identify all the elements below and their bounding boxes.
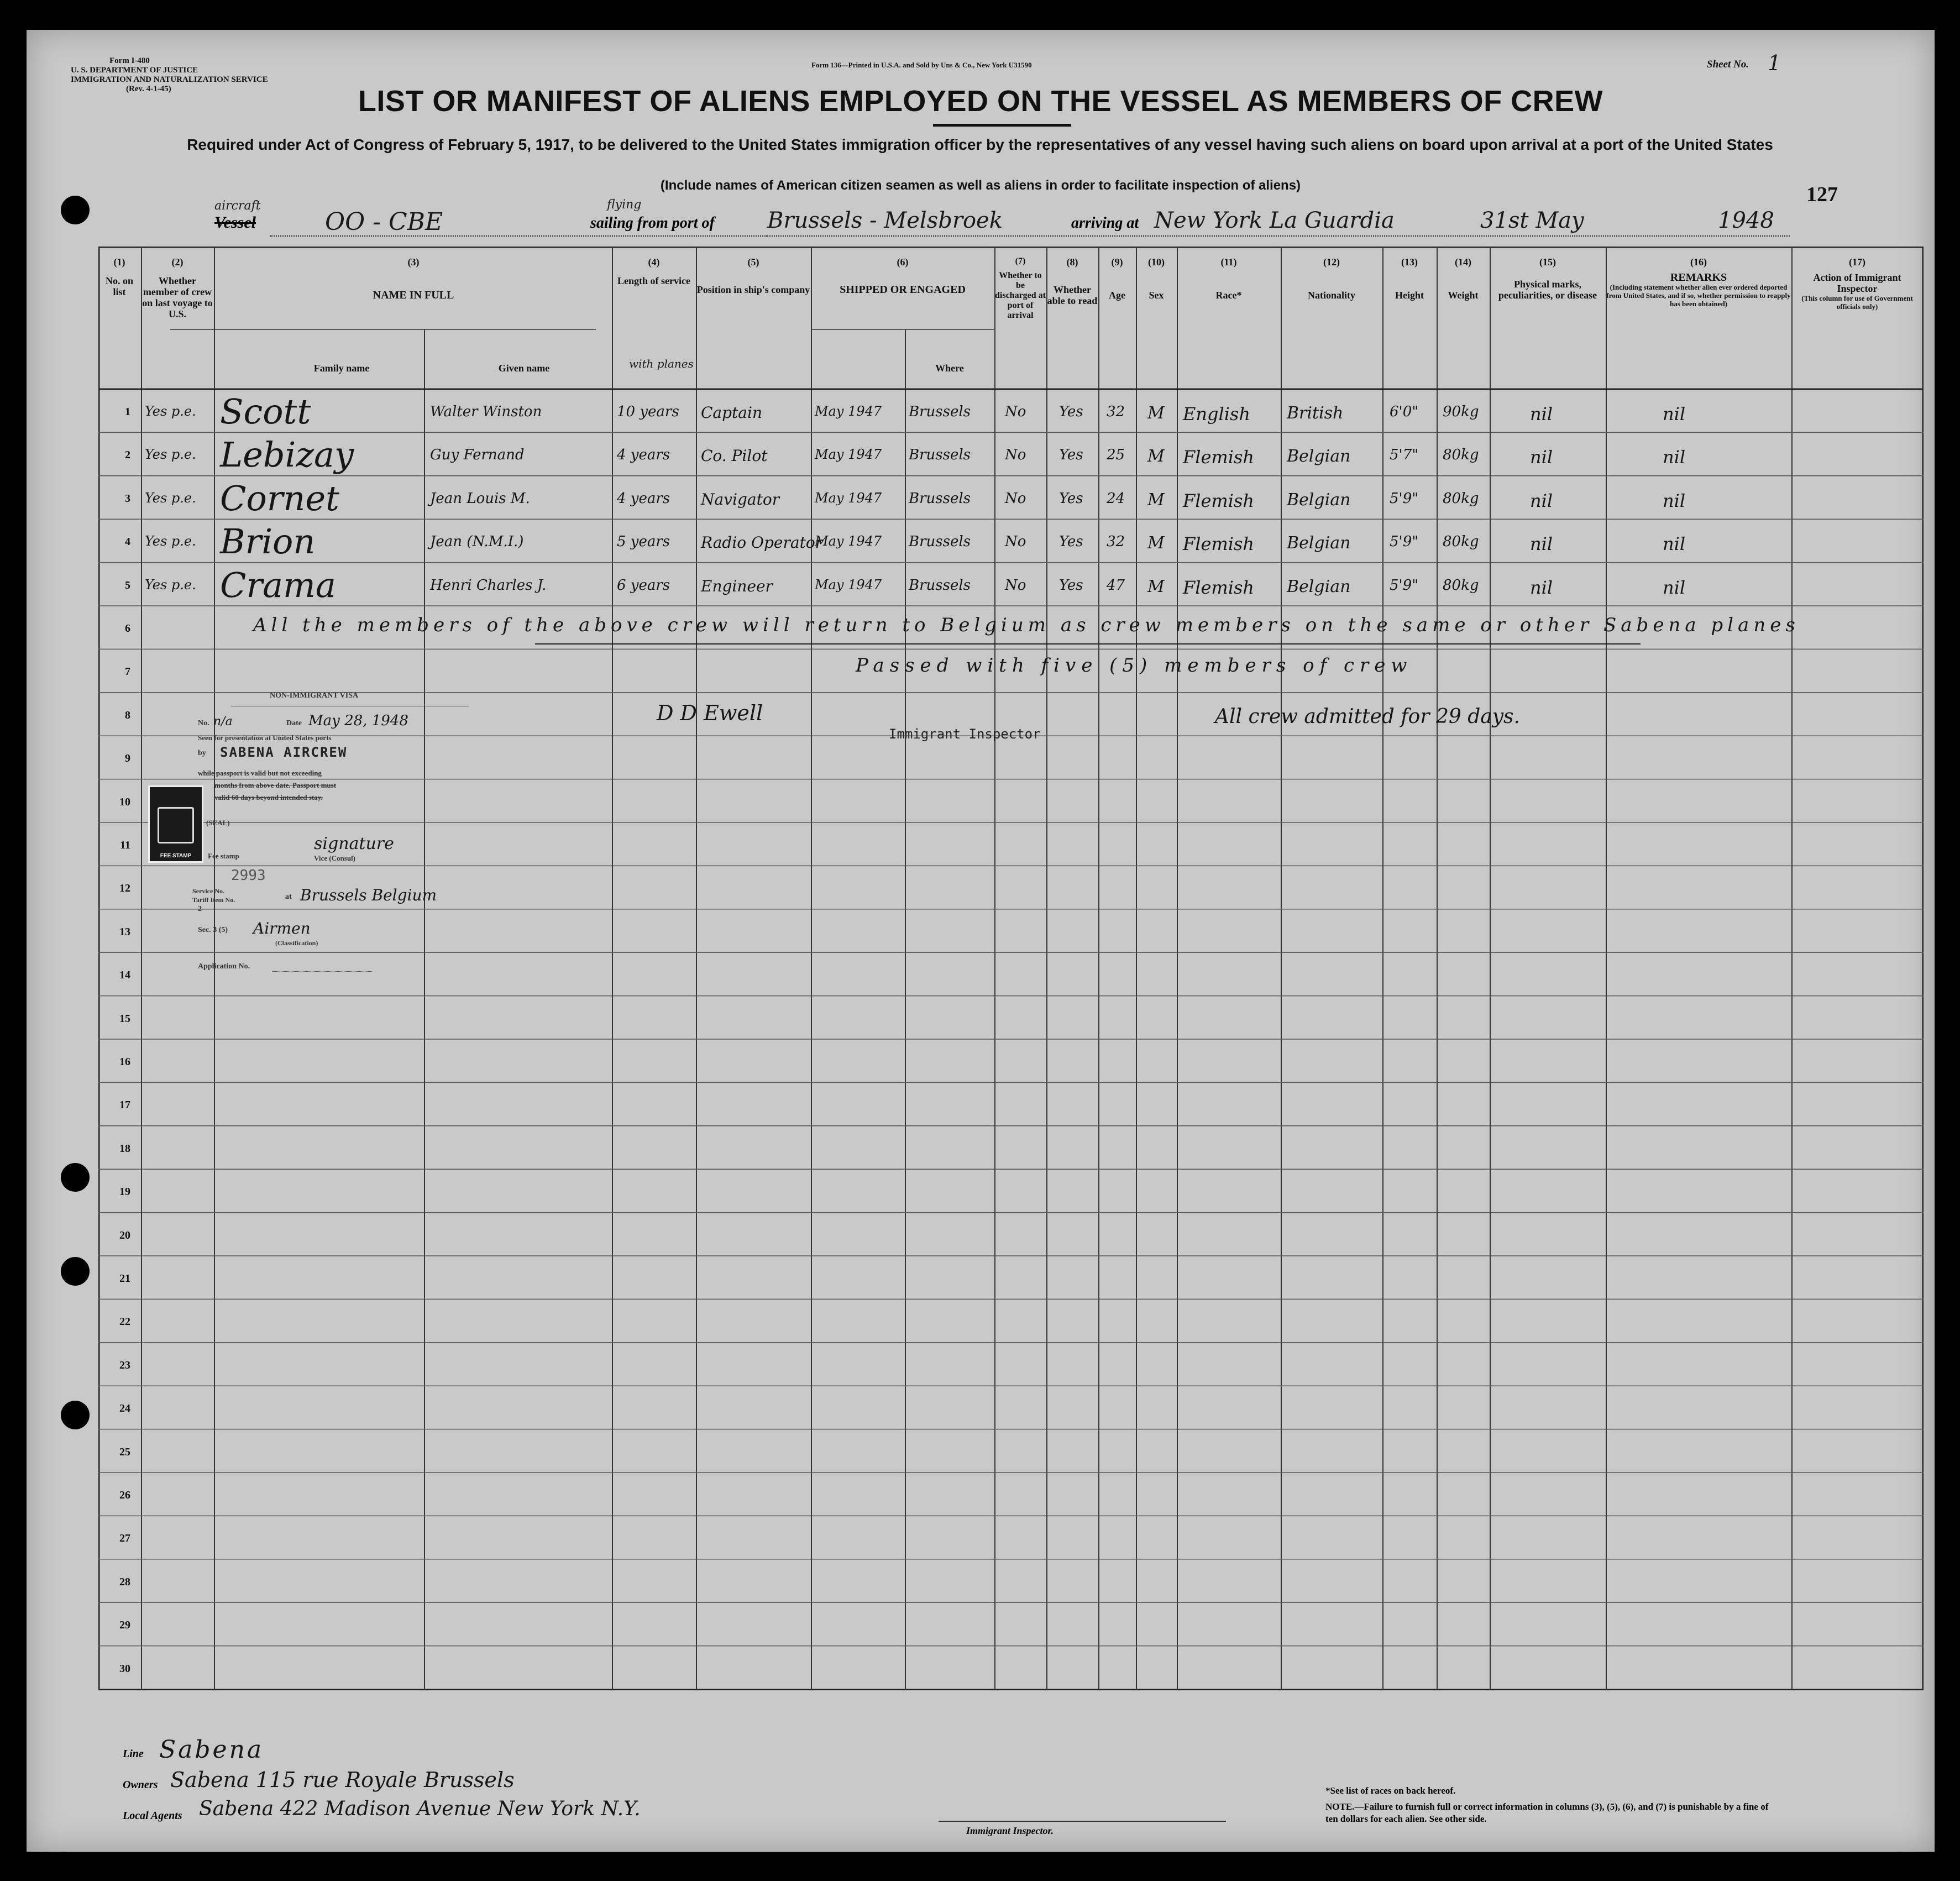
crew-table xyxy=(98,247,1924,1690)
visa-application-line xyxy=(272,971,372,972)
admitted-note: All crew admitted for 29 days. xyxy=(1215,705,1520,728)
row-number: 20 xyxy=(119,1229,130,1241)
col-label-10: Sex xyxy=(1149,290,1164,301)
tariff-label: Tariff Item No. xyxy=(192,896,235,904)
col-header-age xyxy=(1099,256,1135,301)
fee-stamp xyxy=(148,785,203,863)
row-number: 4 xyxy=(125,536,130,548)
vessel-prefix: aircraft xyxy=(214,199,261,213)
cell-age: 32 xyxy=(1107,404,1125,420)
arriving-label: arriving at xyxy=(1071,214,1139,232)
row-number: 19 xyxy=(119,1186,130,1198)
cell-weight: 80kg xyxy=(1443,490,1479,507)
col-header-race xyxy=(1177,256,1280,301)
footer-block xyxy=(76,1732,795,1843)
cell-age: 24 xyxy=(1107,490,1125,507)
visa-date-label: Date xyxy=(286,719,302,727)
cell-service: 4 years xyxy=(617,490,670,507)
cell-race: Flemish xyxy=(1183,447,1254,468)
cell-remarks: nil xyxy=(1663,533,1686,555)
cell-weight: 80kg xyxy=(1443,577,1479,594)
cell-height: 5'9" xyxy=(1390,533,1419,551)
cell-service: 5 years xyxy=(617,533,670,551)
service-name: IMMIGRATION AND NATURALIZATION SERVICE xyxy=(71,75,268,84)
passed-note: Passed with five (5) members of crew xyxy=(856,654,1413,677)
col-header-discharged xyxy=(995,256,1046,321)
remarks-note: (Including statement whether alien ever ordered deported from United States, and if so, whether permission to reapply has been obtained) xyxy=(1606,283,1791,308)
visa-at-label: at xyxy=(285,893,292,901)
col-label-2: Whether member of crew on last voyage to U.S. xyxy=(142,275,213,319)
page-title: LIST OR MANIFEST OF ALIENS EMPLOYED ON THE VESSEL AS MEMBERS OF CREW xyxy=(358,85,1603,118)
col-label-7: Whether to be discharged at port of arrival xyxy=(995,271,1046,320)
cell-sex: M xyxy=(1147,577,1165,596)
col-num-2: (2) xyxy=(171,256,184,268)
row-number: 12 xyxy=(119,882,130,895)
row-number: 1 xyxy=(125,406,130,418)
binder-hole xyxy=(61,1401,90,1429)
cell-remarks: nil xyxy=(1663,404,1686,425)
sheet-number-label: Sheet No. xyxy=(1707,59,1749,70)
visa-section-label: Sec. 3 (5) xyxy=(198,926,228,934)
cell-discharged: No xyxy=(1005,447,1026,464)
col-header-previous-voyage xyxy=(142,256,213,319)
row-number: 22 xyxy=(119,1316,130,1328)
departure-port: Brussels - Melsbroek xyxy=(767,208,1003,233)
subhead-where: Where xyxy=(935,363,964,374)
col-header-no xyxy=(98,256,140,297)
visa-application-label: Application No. xyxy=(198,962,250,971)
cell-age: 25 xyxy=(1107,447,1125,464)
cell-nationality: Belgian xyxy=(1287,447,1351,467)
row-number: 28 xyxy=(119,1575,130,1588)
col-header-sex xyxy=(1136,256,1176,301)
inspector-signature: D D Ewell xyxy=(657,701,763,725)
col-num-11: (11) xyxy=(1220,256,1237,268)
cell-date: May 1947 xyxy=(815,490,882,506)
races-note: *See list of races on back hereof. xyxy=(1325,1785,1456,1796)
cell-prev: Yes p.e. xyxy=(145,533,196,549)
row-number: 27 xyxy=(119,1532,130,1545)
cell-marks: nil xyxy=(1530,404,1553,425)
col-num-10: (10) xyxy=(1148,256,1165,268)
row-number: 8 xyxy=(125,709,130,721)
cell-service: 6 years xyxy=(617,577,670,594)
col-num-7: (7) xyxy=(1015,256,1026,266)
cell-where: Brussels xyxy=(909,447,971,464)
cell-read: Yes xyxy=(1059,404,1083,420)
cell-height: 5'9" xyxy=(1390,577,1419,594)
visa-place: Brussels Belgium xyxy=(300,886,437,904)
cell-given: Guy Fernand xyxy=(430,447,525,464)
visa-passport-line-2: months from above date. Passport must xyxy=(214,781,337,789)
cell-service: 10 years xyxy=(617,404,679,420)
fee-stamp-label: FEE STAMP xyxy=(160,853,192,859)
visa-holder: SABENA AIRCREW xyxy=(220,745,348,760)
cell-family: Crama xyxy=(220,564,336,605)
col-num-1: (1) xyxy=(113,256,125,268)
col-num-12: (12) xyxy=(1323,256,1340,268)
col-label-6: SHIPPED OR ENGAGED xyxy=(840,284,966,296)
arrival-day: 31st May xyxy=(1480,208,1584,233)
col-header-height xyxy=(1383,256,1436,301)
subhead-family-name: Family name xyxy=(313,363,370,374)
title-rule xyxy=(933,124,1071,127)
col-label-1: No. on list xyxy=(105,275,133,297)
col-num-16: (16) xyxy=(1690,256,1707,268)
cell-read: Yes xyxy=(1059,447,1083,464)
row-number: 16 xyxy=(119,1056,130,1068)
vessel-name: OO - CBE xyxy=(325,208,443,236)
service-note: with planes xyxy=(629,357,694,370)
col-label-9: Age xyxy=(1109,290,1125,301)
row-number: 26 xyxy=(119,1489,130,1501)
footer-inspector-label: Immigrant Inspector. xyxy=(966,1825,1054,1836)
cell-position: Navigator xyxy=(701,490,780,509)
col-label-12: Nationality xyxy=(1307,290,1355,301)
col-label-3: NAME IN FULL xyxy=(373,289,454,301)
cell-sex: M xyxy=(1147,533,1165,553)
sheet-number: 1 xyxy=(1768,51,1781,75)
row-number: 17 xyxy=(119,1099,130,1112)
cell-weight: 90kg xyxy=(1443,404,1479,420)
visa-stamp-label: Fee stamp xyxy=(208,852,239,860)
visa-seal: (SEAL) xyxy=(206,819,230,827)
col-num-13: (13) xyxy=(1401,256,1418,268)
row-number: 24 xyxy=(119,1402,130,1415)
cell-read: Yes xyxy=(1059,533,1083,551)
cell-race: English xyxy=(1183,404,1250,425)
cell-height: 5'7" xyxy=(1390,447,1419,464)
cell-date: May 1947 xyxy=(815,577,882,593)
return-note-rule xyxy=(535,643,1641,645)
col-num-3: (3) xyxy=(407,256,420,268)
cell-discharged: No xyxy=(1005,404,1026,420)
cell-remarks: nil xyxy=(1663,490,1686,511)
col-num-5: (5) xyxy=(747,256,759,268)
return-note: All the members of the above crew will return to Belgium as crew members on the same or other Sabena planes xyxy=(253,614,1800,636)
visa-no-label: No. xyxy=(198,719,209,727)
cell-age: 32 xyxy=(1107,533,1125,551)
cell-marks: nil xyxy=(1530,577,1553,598)
col-header-service xyxy=(612,256,695,286)
cell-family: Scott xyxy=(220,391,311,432)
row-number: 11 xyxy=(120,839,130,851)
fee-stamp-emblem xyxy=(158,807,194,843)
col-num-4: (4) xyxy=(648,256,660,268)
cell-position: Co. Pilot xyxy=(701,447,768,465)
row-number: 15 xyxy=(119,1012,130,1025)
cell-position: Radio Operator xyxy=(701,533,823,552)
line-value: Sabena xyxy=(159,1736,264,1764)
col-label-4: Length of service xyxy=(617,275,690,286)
cell-service: 4 years xyxy=(617,447,670,464)
col-header-shipped xyxy=(811,256,994,295)
col-header-read xyxy=(1047,256,1098,306)
cell-where: Brussels xyxy=(909,577,971,594)
binder-hole xyxy=(61,196,90,224)
col-num-14: (14) xyxy=(1455,256,1471,268)
col-header-name xyxy=(214,256,612,301)
row-number: 29 xyxy=(119,1619,130,1632)
col-num-9: (9) xyxy=(1111,256,1123,268)
cell-date: May 1947 xyxy=(815,404,882,419)
row-number: 9 xyxy=(125,752,130,765)
cell-nationality: Belgian xyxy=(1287,577,1351,596)
col-label-8: Whether able to read xyxy=(1047,284,1098,306)
row-number: 10 xyxy=(119,795,130,808)
col-label-14: Weight xyxy=(1448,290,1479,301)
visa-stamp xyxy=(148,691,546,1001)
cell-marks: nil xyxy=(1530,490,1553,511)
form-number: Form I-480 xyxy=(109,56,150,65)
col-num-15: (15) xyxy=(1539,256,1556,268)
voyage-line xyxy=(214,198,1873,240)
cell-prev: Yes p.e. xyxy=(145,490,196,506)
sailing-prefix: flying xyxy=(607,198,642,212)
cell-nationality: Belgian xyxy=(1287,490,1351,510)
cell-remarks: nil xyxy=(1663,577,1686,598)
service-no: Service No. xyxy=(192,887,224,895)
cell-race: Flemish xyxy=(1183,577,1254,598)
cell-prev: Yes p.e. xyxy=(145,447,196,463)
arrival-year: 1948 xyxy=(1718,208,1774,233)
row-number: 7 xyxy=(125,666,130,678)
cell-where: Brussels xyxy=(909,404,971,420)
cell-discharged: No xyxy=(1005,490,1026,507)
tariff-no: 2 xyxy=(198,905,202,913)
penalty-note: NOTE.—Failure to furnish full or correct information in columns (3), (5), (6), and (7) is punishable by a fine of ten dollars for each alien. See other side. xyxy=(1325,1801,1769,1824)
vessel-label: Vessel xyxy=(214,213,256,232)
cell-weight: 80kg xyxy=(1443,447,1479,464)
col-header-nationality xyxy=(1281,256,1382,301)
row-number: 5 xyxy=(125,579,130,591)
cell-sex: M xyxy=(1147,447,1165,467)
cell-marks: nil xyxy=(1530,533,1553,555)
cell-date: May 1947 xyxy=(815,447,882,463)
sailing-label: sailing from port of xyxy=(590,214,715,232)
cell-family: Lebizay xyxy=(220,434,354,475)
row-number: 6 xyxy=(125,622,130,635)
row-number: 23 xyxy=(119,1359,130,1371)
cell-where: Brussels xyxy=(909,490,971,507)
visa-by-label: by xyxy=(198,749,206,757)
agents-value: Sabena 422 Madison Avenue New York N.Y. xyxy=(199,1798,641,1820)
consul-signature: signature xyxy=(314,834,394,853)
col-num-17: (17) xyxy=(1849,256,1865,268)
col-label-11: Race* xyxy=(1215,290,1242,301)
cell-discharged: No xyxy=(1005,577,1026,594)
cell-date: May 1947 xyxy=(815,533,882,549)
agents-label: Local Agents xyxy=(123,1810,182,1822)
cell-family: Cornet xyxy=(220,478,339,518)
subhead-given-name: Given name xyxy=(498,363,550,374)
col-header-remarks xyxy=(1606,256,1791,308)
col-label-5: Position in ship's company xyxy=(696,284,810,295)
cell-given: Henri Charles J. xyxy=(430,577,547,594)
col-num-8: (8) xyxy=(1066,256,1078,268)
printer-imprint: Form 136—Printed in U.S.A. and Sold by Uns & Co., New York U31590 xyxy=(811,61,1032,69)
cell-given: Walter Winston xyxy=(430,404,542,420)
row-number: 30 xyxy=(119,1662,130,1675)
cell-where: Brussels xyxy=(909,533,971,551)
cell-prev: Yes p.e. xyxy=(145,577,196,593)
row-number: 2 xyxy=(125,449,130,462)
row-number: 18 xyxy=(119,1142,130,1155)
cell-height: 5'9" xyxy=(1390,490,1419,507)
cell-discharged: No xyxy=(1005,533,1026,551)
cell-given: Jean Louis M. xyxy=(430,490,530,507)
include-note: (Include names of American citizen seamen as well as aliens in order to facilitate inspection of aliens) xyxy=(660,178,1301,193)
footer-inspector-rule xyxy=(939,1821,1226,1822)
line-label: Line xyxy=(123,1748,144,1760)
visa-seen-line: Seen for presentation at United States ports xyxy=(198,733,332,742)
cell-position: Captain xyxy=(701,404,762,422)
vessel-underline xyxy=(270,235,767,237)
owners-label: Owners xyxy=(123,1779,158,1791)
cell-nationality: Belgian xyxy=(1287,533,1351,553)
col-label-13: Height xyxy=(1395,290,1424,301)
cell-position: Engineer xyxy=(701,577,773,595)
col-header-position xyxy=(696,256,810,295)
visa-classification: (Classification) xyxy=(275,939,318,947)
form-revision: (Rev. 4-1-45) xyxy=(126,85,171,93)
cell-marks: nil xyxy=(1530,447,1553,468)
department-name: U. S. DEPARTMENT OF JUSTICE xyxy=(71,66,198,75)
col-label-16: REMARKS xyxy=(1670,271,1727,284)
cell-age: 47 xyxy=(1107,577,1125,594)
binder-hole xyxy=(61,1257,90,1286)
row-number: 13 xyxy=(119,925,130,938)
page-number: 127 xyxy=(1806,183,1838,206)
inspector-label: Immigrant Inspector xyxy=(889,726,1041,742)
row-number: 14 xyxy=(119,969,130,982)
cell-remarks: nil xyxy=(1663,447,1686,468)
cell-weight: 80kg xyxy=(1443,533,1479,551)
visa-no: n/a xyxy=(213,715,233,729)
cell-given: Jean (N.M.I.) xyxy=(430,533,524,551)
stamp-number: 2993 xyxy=(231,867,266,884)
row-number: 3 xyxy=(125,492,130,505)
col-label-17: Action of Immigrant Inspector xyxy=(1813,272,1901,294)
action-note: (This column for use of Government officials only) xyxy=(1801,294,1913,311)
cell-race: Flemish xyxy=(1183,533,1254,555)
col-header-physical xyxy=(1490,256,1605,301)
visa-passport-line-3: valid 60 days beyond intended stay. xyxy=(214,793,323,801)
arrival-port: New York La Guardia xyxy=(1154,208,1395,233)
cell-sex: M xyxy=(1147,490,1165,510)
cell-height: 6'0" xyxy=(1390,404,1419,420)
cell-read: Yes xyxy=(1059,577,1083,594)
cell-read: Yes xyxy=(1059,490,1083,507)
voyage-underline xyxy=(767,235,1790,237)
row-number: 21 xyxy=(119,1272,130,1285)
visa-date: May 28, 1948 xyxy=(308,712,408,729)
col-num-6: (6) xyxy=(897,256,909,268)
binder-hole xyxy=(61,1163,90,1192)
col-header-weight xyxy=(1437,256,1489,301)
visa-section: Airmen xyxy=(253,919,311,937)
col-header-action xyxy=(1792,256,1922,311)
consul-label: Vice (Consul) xyxy=(314,854,355,862)
col-label-15: Physical marks, peculiarities, or disease xyxy=(1498,279,1597,301)
cell-race: Flemish xyxy=(1183,490,1254,511)
cell-prev: Yes p.e. xyxy=(145,404,196,419)
cell-sex: M xyxy=(1147,404,1165,423)
owners-value: Sabena 115 rue Royale Brussels xyxy=(170,1768,515,1792)
subtitle: Required under Act of Congress of February 5, 1917, to be delivered to the United States immigration officer by the representatives of any vessel having such aliens on board upon arrival at a port of the United States xyxy=(187,136,1773,153)
cell-nationality: British xyxy=(1287,404,1344,423)
visa-passport-line-1: while passport is valid but not exceeding xyxy=(198,769,322,777)
manifest-sheet xyxy=(27,30,1935,1852)
cell-family: Brion xyxy=(220,521,316,562)
visa-title: NON-IMMIGRANT VISA xyxy=(270,691,359,700)
row-number: 25 xyxy=(119,1445,130,1458)
